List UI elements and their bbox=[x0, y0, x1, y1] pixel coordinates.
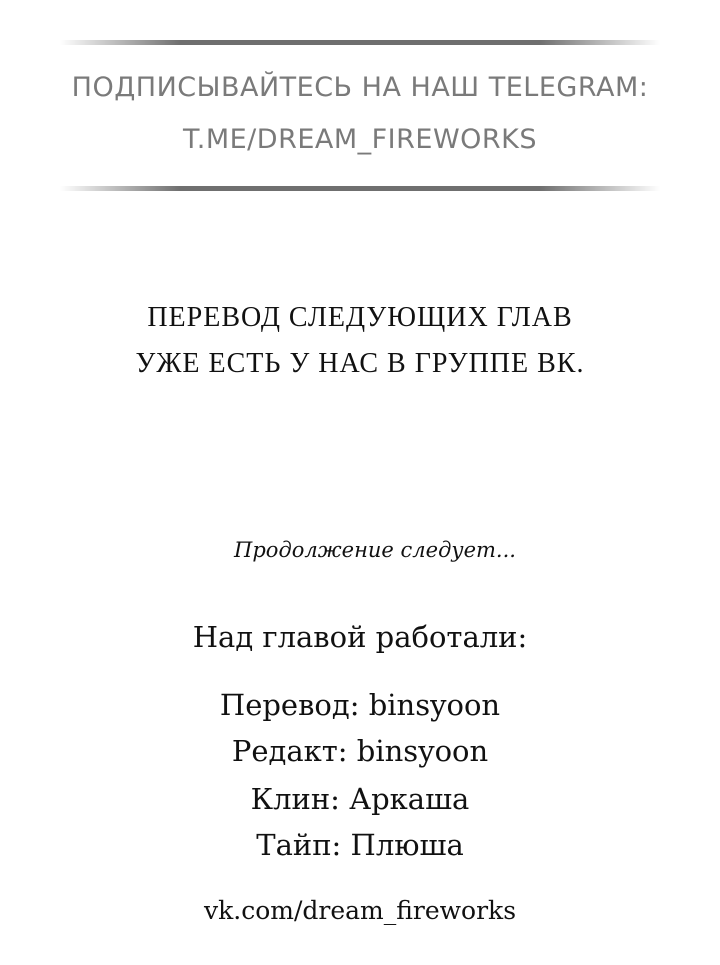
credit-editing: Редакт: binsyoon bbox=[231, 734, 489, 768]
vk-link[interactable]: vk.com/dream_fireworks bbox=[203, 896, 517, 925]
notice-line-2: УЖЕ ЕСТЬ У НАС В ГРУППЕ ВК. bbox=[135, 348, 585, 379]
credit-cleaning: Клин: Аркаша bbox=[250, 782, 470, 816]
credit-translation: Перевод: binsyoon bbox=[219, 688, 501, 722]
telegram-link[interactable]: T.ME/DREAM_FIREWORKS bbox=[182, 124, 538, 155]
divider-top bbox=[60, 40, 660, 45]
to-be-continued-text: Продолжение следует... bbox=[234, 538, 516, 562]
credits-title: Над главой работали: bbox=[192, 620, 528, 654]
notice-line-1: ПЕРЕВОД СЛЕДУЮЩИХ ГЛАВ bbox=[147, 302, 573, 333]
telegram-subscribe-text: ПОДПИСЫВАЙТЕСЬ НА НАШ TELEGRAM: bbox=[71, 72, 649, 103]
credit-typesetting: Тайп: Плюша bbox=[256, 828, 464, 862]
divider-bottom bbox=[60, 186, 660, 191]
